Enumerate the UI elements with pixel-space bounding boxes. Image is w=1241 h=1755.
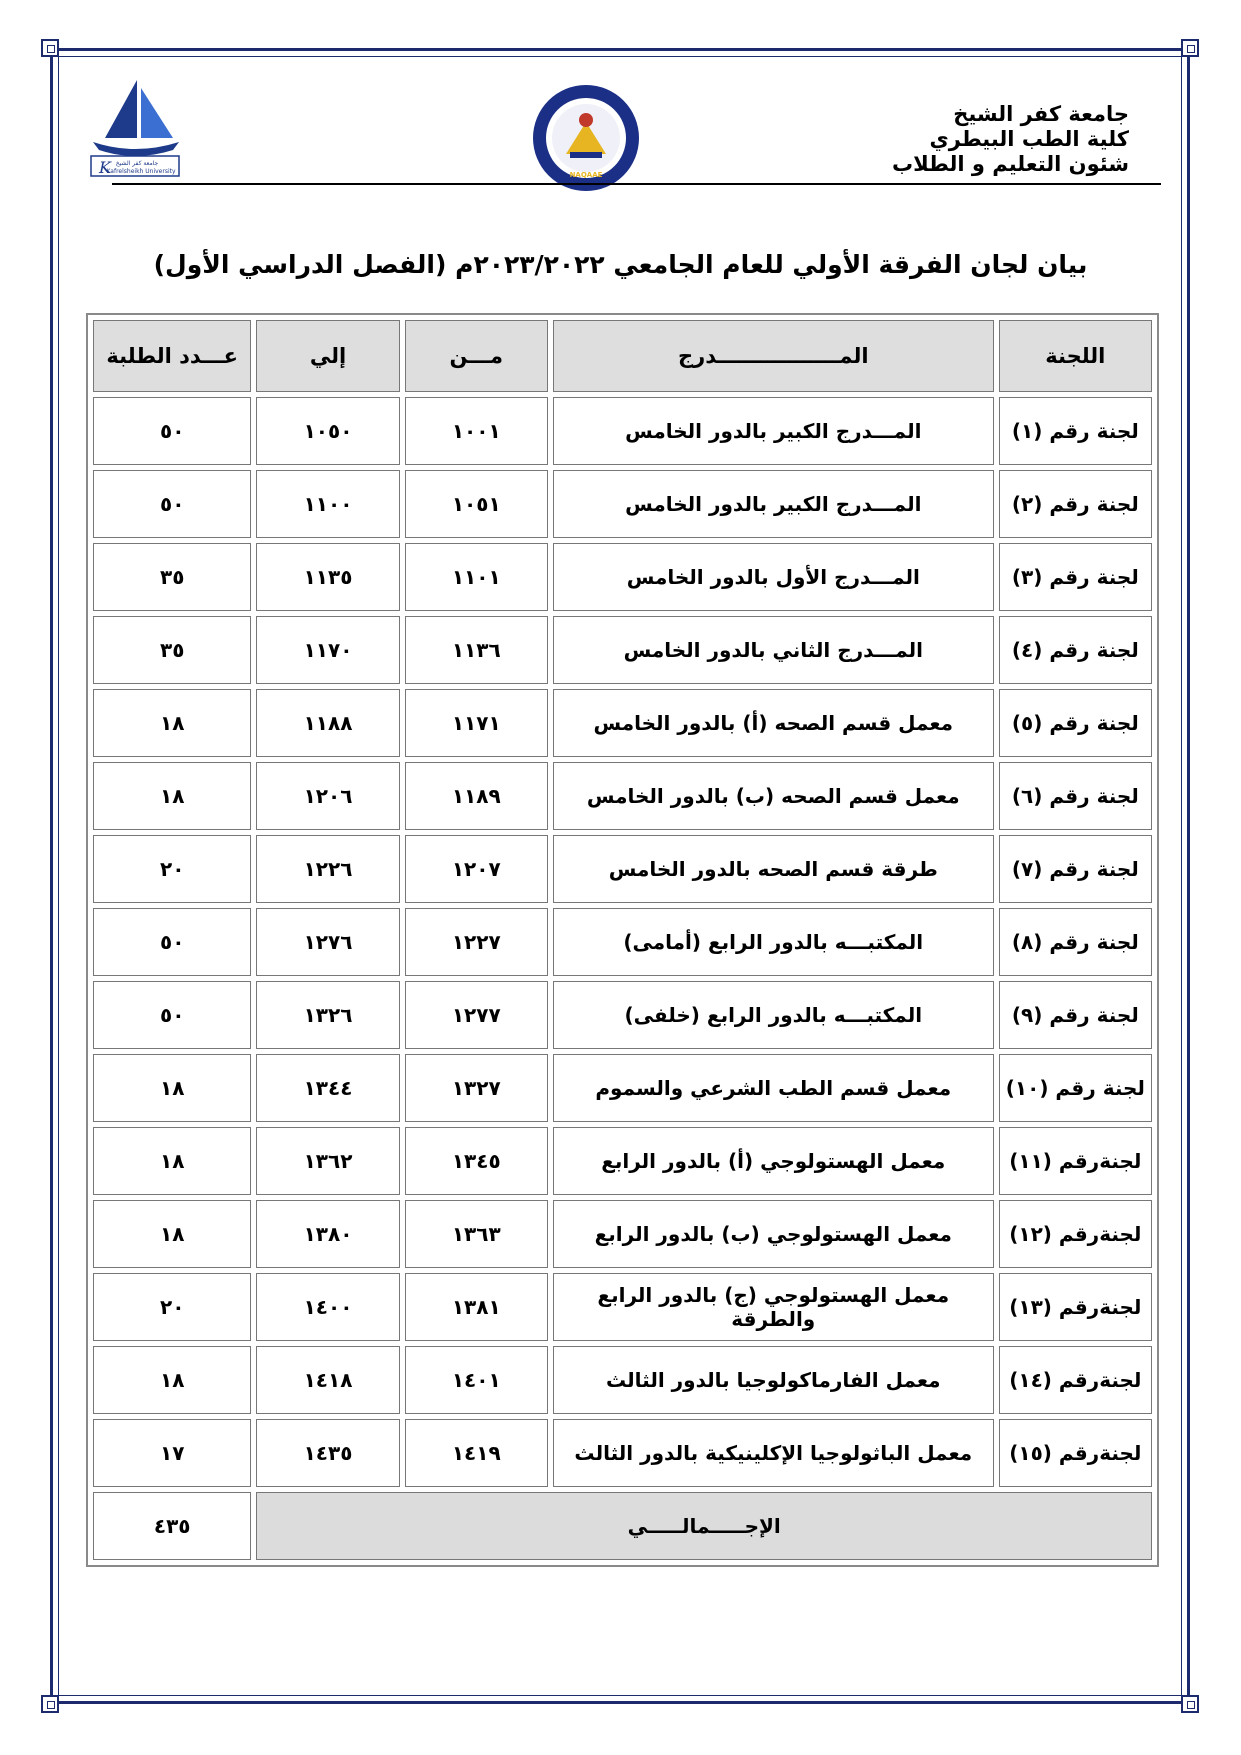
committee-cell: لجنةرقم (١١) — [999, 1127, 1152, 1195]
department-name: شئون التعليم و الطلاب — [891, 152, 1129, 176]
from-cell: ١١٣٦ — [405, 616, 548, 684]
svg-text:NAQAAE: NAQAAE — [569, 171, 603, 179]
table-row — [93, 1200, 1152, 1268]
institution-header — [869, 102, 1129, 177]
table-row — [93, 1419, 1152, 1487]
from-cell: ١٣٢٧ — [405, 1054, 548, 1122]
from-cell: ١٤١٩ — [405, 1419, 548, 1487]
svg-text:K: K — [99, 158, 111, 177]
to-cell: ١١٨٨ — [256, 689, 399, 757]
to-cell: ١٤٠٠ — [256, 1273, 399, 1341]
table-row — [93, 835, 1152, 903]
hall-cell: معمل قسم الصحه (أ) بالدور الخامس — [553, 689, 994, 757]
to-cell: ١٣٨٠ — [256, 1200, 399, 1268]
from-cell: ١٣٤٥ — [405, 1127, 548, 1195]
committee-cell: لجنةرقم (١٥) — [999, 1419, 1152, 1487]
from-cell: ١٢٢٧ — [405, 908, 548, 976]
table-row — [93, 908, 1152, 976]
col-header-hall: المـــــــــــــــــدرج — [553, 320, 994, 392]
hall-cell: المـــدرج الأول بالدور الخامس — [553, 543, 994, 611]
count-cell: ١٧ — [93, 1419, 251, 1487]
from-cell: ١١٨٩ — [405, 762, 548, 830]
border-corner-ornament — [1181, 39, 1199, 57]
committee-cell: لجنةرقم (١٢) — [999, 1200, 1152, 1268]
to-cell: ١٣٢٦ — [256, 981, 399, 1049]
hall-cell: المكتبـــه بالدور الرابع (خلفى) — [553, 981, 994, 1049]
table-row — [93, 616, 1152, 684]
table-row — [93, 1054, 1152, 1122]
university-name: جامعة كفر الشيخ — [953, 102, 1129, 126]
committee-cell: لجنة رقم (٥) — [999, 689, 1152, 757]
to-cell: ١٠٥٠ — [256, 397, 399, 465]
hall-cell: طرقة قسم الصحه بالدور الخامس — [553, 835, 994, 903]
from-cell: ١٣٨١ — [405, 1273, 548, 1341]
count-cell: ١٨ — [93, 1200, 251, 1268]
committee-cell: لجنةرقم (١٤) — [999, 1346, 1152, 1414]
header-divider — [112, 183, 1161, 185]
committee-cell: لجنة رقم (١) — [999, 397, 1152, 465]
committee-cell: لجنة رقم (٨) — [999, 908, 1152, 976]
from-cell: ١٢٠٧ — [405, 835, 548, 903]
hall-cell: معمل قسم الطب الشرعي والسموم — [553, 1054, 994, 1122]
total-value: ٤٣٥ — [93, 1492, 251, 1560]
count-cell: ٢٠ — [93, 835, 251, 903]
hall-cell: معمل الهستولوجي (أ) بالدور الرابع — [553, 1127, 994, 1195]
faculty-name: كلية الطب البيطري — [929, 127, 1129, 151]
logo-caption: جامعة كفر الشيخ — [115, 160, 159, 167]
count-cell: ٢٠ — [93, 1273, 251, 1341]
hall-cell: معمل الباثولوجيا الإكلينيكية بالدور الثالث — [553, 1419, 994, 1487]
from-cell: ١٤٠١ — [405, 1346, 548, 1414]
hall-cell: معمل الهستولوجي (ج) بالدور الرابع والطرقة — [553, 1273, 994, 1341]
from-cell: ١٢٧٧ — [405, 981, 548, 1049]
hall-cell: معمل الهستولوجي (ب) بالدور الرابع — [553, 1200, 994, 1268]
col-header-from: مـــن — [405, 320, 548, 392]
count-cell: ٥٠ — [93, 981, 251, 1049]
hall-cell: المـــدرج الكبير بالدور الخامس — [553, 470, 994, 538]
table-row — [93, 543, 1152, 611]
committee-cell: لجنةرقم (١٣) — [999, 1273, 1152, 1341]
naqaae-accreditation-seal-icon — [530, 82, 642, 194]
to-cell: ١٤٣٥ — [256, 1419, 399, 1487]
count-cell: ١٨ — [93, 1127, 251, 1195]
hall-cell: معمل قسم الصحه (ب) بالدور الخامس — [553, 762, 994, 830]
border-corner-ornament — [41, 39, 59, 57]
committee-cell: لجنة رقم (٩) — [999, 981, 1152, 1049]
table-row — [93, 762, 1152, 830]
from-cell: ١١٠١ — [405, 543, 548, 611]
to-cell: ١١٠٠ — [256, 470, 399, 538]
count-cell: ١٨ — [93, 1054, 251, 1122]
border-corner-ornament — [1181, 1695, 1199, 1713]
from-cell: ١٠٥١ — [405, 470, 548, 538]
committee-cell: لجنة رقم (١٠) — [999, 1054, 1152, 1122]
to-cell: ١١٧٠ — [256, 616, 399, 684]
from-cell: ١٣٦٣ — [405, 1200, 548, 1268]
col-header-committee: اللجنة — [999, 320, 1152, 392]
committee-cell: لجنة رقم (٧) — [999, 835, 1152, 903]
hall-cell: معمل الفارماكولوجيا بالدور الثالث — [553, 1346, 994, 1414]
to-cell: ١١٣٥ — [256, 543, 399, 611]
count-cell: ٥٠ — [93, 470, 251, 538]
from-cell: ١٠٠١ — [405, 397, 548, 465]
hall-cell: المكتبـــه بالدور الرابع (أمامى) — [553, 908, 994, 976]
table-total-row — [93, 1492, 1152, 1560]
count-cell: ١٨ — [93, 689, 251, 757]
col-header-to: إلي — [256, 320, 399, 392]
hall-cell: المـــدرج الكبير بالدور الخامس — [553, 397, 994, 465]
svg-text:Kafrelsheikh University: Kafrelsheikh University — [106, 168, 176, 175]
count-cell: ٥٠ — [93, 397, 251, 465]
table-row — [93, 689, 1152, 757]
to-cell: ١٢٧٦ — [256, 908, 399, 976]
hall-cell: المـــدرج الثاني بالدور الخامس — [553, 616, 994, 684]
table-header-row — [93, 320, 1152, 392]
table-body — [93, 397, 1152, 1487]
committee-cell: لجنة رقم (٤) — [999, 616, 1152, 684]
kafrelsheikh-university-logo — [85, 76, 185, 180]
committee-cell: لجنة رقم (٦) — [999, 762, 1152, 830]
table-row — [93, 981, 1152, 1049]
table-row — [93, 1127, 1152, 1195]
from-cell: ١١٧١ — [405, 689, 548, 757]
committees-table — [86, 313, 1159, 1567]
count-cell: ١٨ — [93, 762, 251, 830]
border-corner-ornament — [41, 1695, 59, 1713]
to-cell: ١٤١٨ — [256, 1346, 399, 1414]
table-row — [93, 1273, 1152, 1341]
document-title: بيان لجان الفرقة الأولي للعام الجامعي ٢٠٢٣/٢٠٢٢م (الفصل الدراسي الأول) — [153, 250, 1088, 279]
to-cell: ١٣٦٢ — [256, 1127, 399, 1195]
committee-cell: لجنة رقم (٢) — [999, 470, 1152, 538]
col-header-count: عـــدد الطلبة — [93, 320, 251, 392]
to-cell: ١٢٢٦ — [256, 835, 399, 903]
to-cell: ١٢٠٦ — [256, 762, 399, 830]
table-row — [93, 470, 1152, 538]
total-label: الإجـــــمالـــــي — [256, 1492, 1152, 1560]
count-cell: ٣٥ — [93, 616, 251, 684]
count-cell: ٥٠ — [93, 908, 251, 976]
count-cell: ٣٥ — [93, 543, 251, 611]
to-cell: ١٣٤٤ — [256, 1054, 399, 1122]
table-row — [93, 1346, 1152, 1414]
committee-cell: لجنة رقم (٣) — [999, 543, 1152, 611]
table-row — [93, 397, 1152, 465]
count-cell: ١٨ — [93, 1346, 251, 1414]
